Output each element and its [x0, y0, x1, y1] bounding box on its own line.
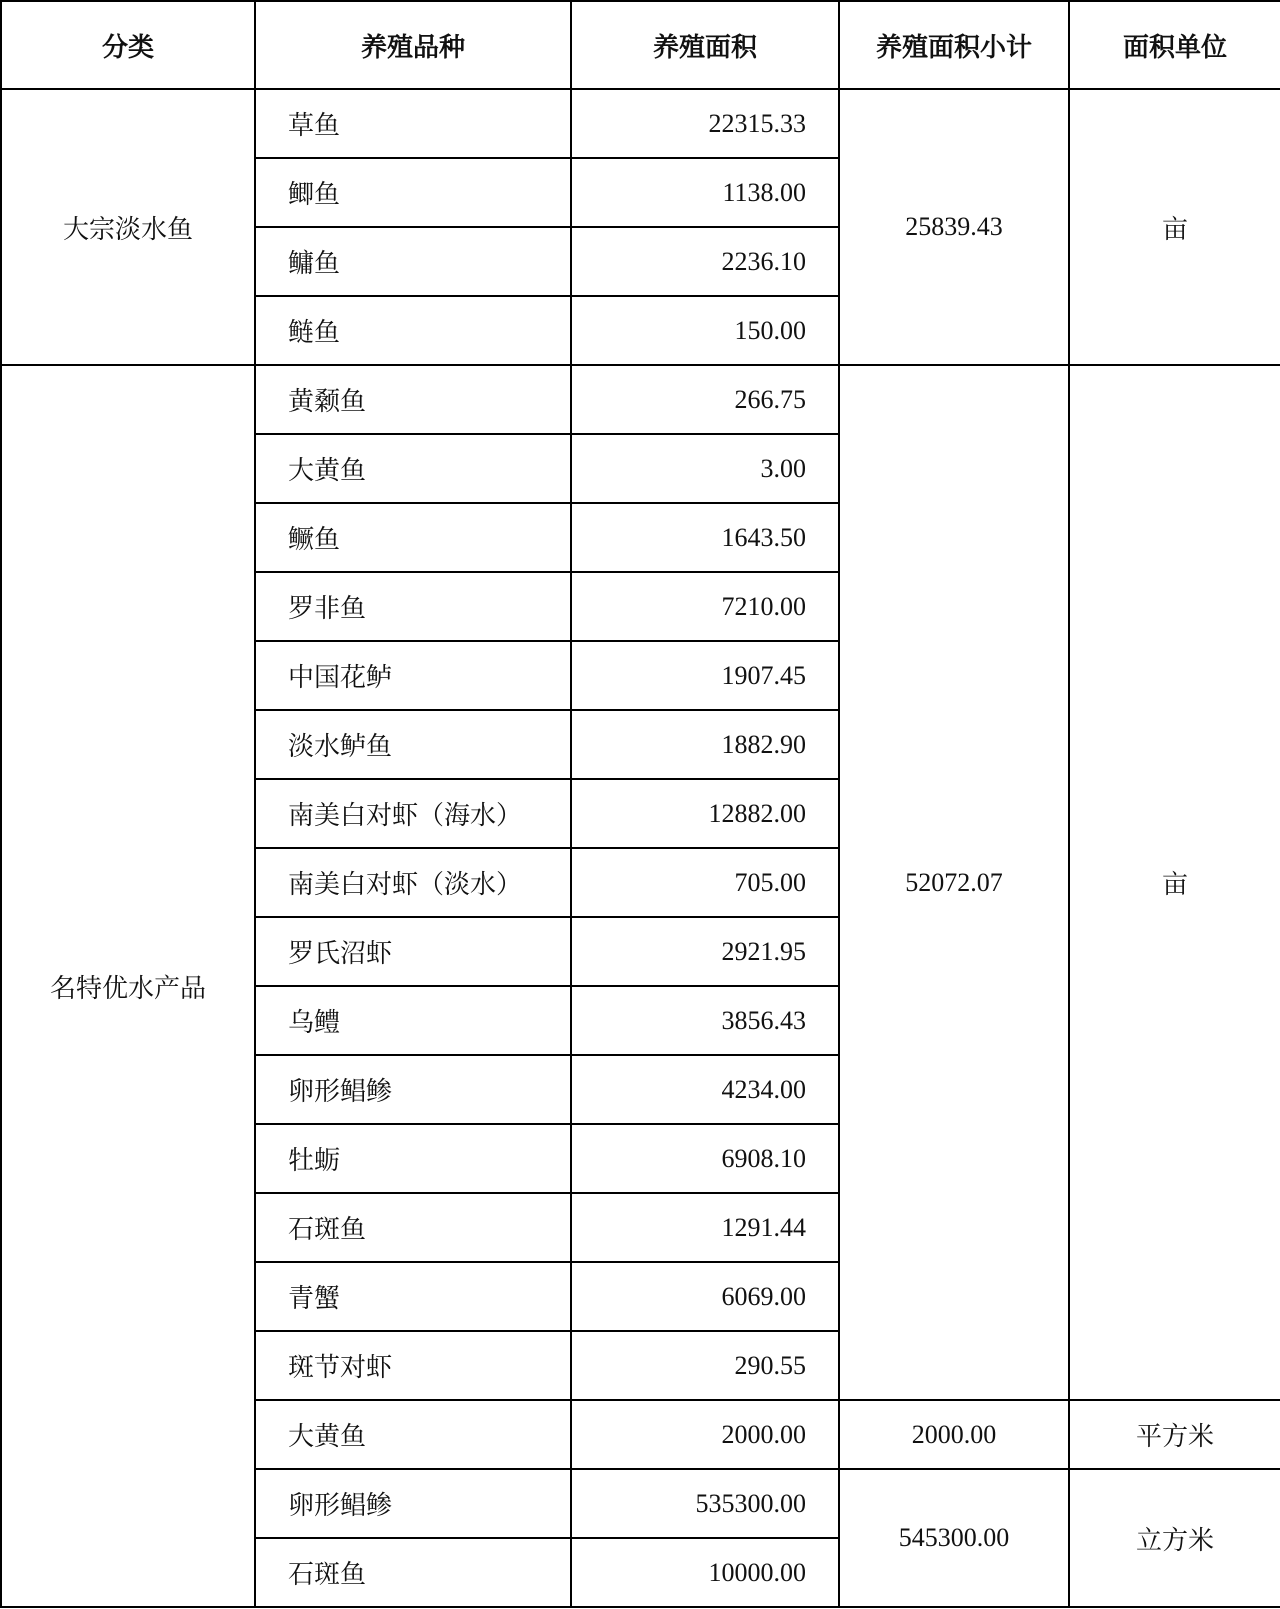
unit-cell: 平方米	[1069, 1400, 1280, 1469]
area-cell: 150.00	[571, 296, 839, 365]
species-cell: 黄颡鱼	[255, 365, 571, 434]
area-cell: 4234.00	[571, 1055, 839, 1124]
area-cell: 705.00	[571, 848, 839, 917]
species-cell: 罗氏沼虾	[255, 917, 571, 986]
category-cell: 名特优水产品	[1, 365, 255, 1607]
area-cell: 10000.00	[571, 1538, 839, 1607]
area-cell: 2921.95	[571, 917, 839, 986]
area-cell: 2236.10	[571, 227, 839, 296]
category-cell: 大宗淡水鱼	[1, 89, 255, 365]
unit-cell: 亩	[1069, 89, 1280, 365]
unit-cell: 亩	[1069, 365, 1280, 1400]
header-category: 分类	[1, 1, 255, 89]
subtotal-cell: 52072.07	[839, 365, 1069, 1400]
area-cell: 1882.90	[571, 710, 839, 779]
area-cell: 1907.45	[571, 641, 839, 710]
unit-cell: 立方米	[1069, 1469, 1280, 1607]
table-row	[1, 89, 1280, 158]
species-cell: 青蟹	[255, 1262, 571, 1331]
area-cell: 7210.00	[571, 572, 839, 641]
species-cell: 中国花鲈	[255, 641, 571, 710]
area-cell: 12882.00	[571, 779, 839, 848]
area-cell: 6069.00	[571, 1262, 839, 1331]
species-cell: 鲢鱼	[255, 296, 571, 365]
species-cell: 鳙鱼	[255, 227, 571, 296]
area-cell: 3856.43	[571, 986, 839, 1055]
species-cell: 大黄鱼	[255, 1400, 571, 1469]
species-cell: 罗非鱼	[255, 572, 571, 641]
species-cell: 南美白对虾（海水）	[255, 779, 571, 848]
header-row	[1, 1, 1280, 89]
species-cell: 石斑鱼	[255, 1538, 571, 1607]
species-cell: 卵形鲳鲹	[255, 1469, 571, 1538]
header-species: 养殖品种	[255, 1, 571, 89]
table-body	[1, 1, 1280, 1607]
area-cell: 535300.00	[571, 1469, 839, 1538]
species-cell: 淡水鲈鱼	[255, 710, 571, 779]
area-cell: 290.55	[571, 1331, 839, 1400]
area-cell: 1291.44	[571, 1193, 839, 1262]
subtotal-cell: 25839.43	[839, 89, 1069, 365]
area-cell: 6908.10	[571, 1124, 839, 1193]
area-cell: 1138.00	[571, 158, 839, 227]
species-cell: 斑节对虾	[255, 1331, 571, 1400]
species-cell: 草鱼	[255, 89, 571, 158]
species-cell: 鳜鱼	[255, 503, 571, 572]
area-cell: 3.00	[571, 434, 839, 503]
header-area: 养殖面积	[571, 1, 839, 89]
header-subtotal: 养殖面积小计	[839, 1, 1069, 89]
subtotal-cell: 545300.00	[839, 1469, 1069, 1607]
species-cell: 牡蛎	[255, 1124, 571, 1193]
area-cell: 266.75	[571, 365, 839, 434]
species-cell: 鲫鱼	[255, 158, 571, 227]
area-cell: 1643.50	[571, 503, 839, 572]
table-row	[1, 365, 1280, 434]
species-cell: 南美白对虾（淡水）	[255, 848, 571, 917]
header-unit: 面积单位	[1069, 1, 1280, 89]
species-cell: 石斑鱼	[255, 1193, 571, 1262]
subtotal-cell: 2000.00	[839, 1400, 1069, 1469]
species-cell: 卵形鲳鲹	[255, 1055, 571, 1124]
species-cell: 大黄鱼	[255, 434, 571, 503]
area-cell: 2000.00	[571, 1400, 839, 1469]
species-cell: 乌鳢	[255, 986, 571, 1055]
area-cell: 22315.33	[571, 89, 839, 158]
